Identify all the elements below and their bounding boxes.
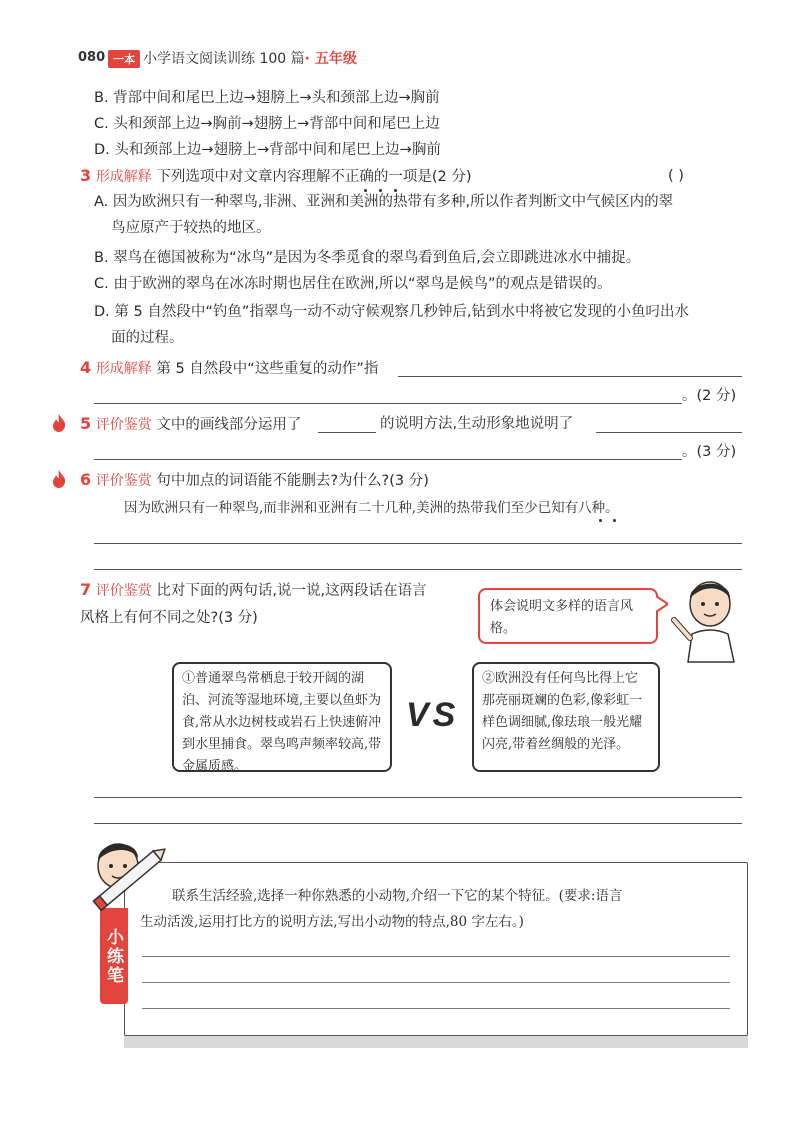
q3-stem: 下列选项中对文章内容理解不正确的一项是(2 分): [156, 169, 472, 185]
q4-tag: 形成解释: [95, 361, 152, 377]
q3-answer-paren[interactable]: ( ): [668, 168, 684, 184]
page-number: 080: [78, 50, 106, 65]
q7-tag: 评价鉴赏: [95, 583, 152, 599]
q6-tag: 评价鉴赏: [95, 473, 152, 489]
q5-answer-line[interactable]: [94, 459, 682, 460]
passage-2-box: ②欧洲没有任何鸟比得上它那亮丽斑斓的色彩,像彩虹一样色调细腻,像珐琅一般光耀闪亮,带着丝绸般的光泽。: [472, 662, 660, 772]
book-title: [143, 48, 357, 68]
q7-header: [80, 580, 427, 601]
q2-option-b: B. 背部中间和尾巴上边→翅膀上→头和颈部上边→胸前: [94, 90, 440, 106]
emphasis-dot: [599, 519, 602, 522]
q6-stem: 句中加点的词语能不能删去?为什么?(3 分): [156, 473, 429, 489]
q5-stem-part1: 文中的画线部分运用了: [156, 417, 302, 433]
q3-option-c: C. 由于欧洲的翠鸟在冰冻时期也居住在欧洲,所以“翠鸟是候鸟”的观点是错误的。: [94, 276, 612, 292]
q6-sentence: 因为欧洲只有一种翠鸟,而非洲和亚洲有二十几种,美洲的热带我们至少已知有八种。: [124, 500, 619, 516]
boy-cartoon-icon: [666, 570, 746, 664]
vs-label: VS: [406, 696, 460, 734]
boy-with-pencil-icon: [84, 830, 174, 914]
q2-option-d: D. 头和颈部上边→翅膀上→背部中间和尾巴上边→胸前: [94, 142, 441, 158]
practice-label: 小练笔: [100, 908, 128, 1004]
q4-header: [80, 358, 378, 379]
q5-blank-method[interactable]: [318, 432, 376, 433]
q6-header: [80, 470, 429, 491]
emphasis-dot: [613, 519, 616, 522]
q6-answer-line[interactable]: [94, 543, 742, 544]
q5-number: 5: [80, 414, 92, 433]
q7-stem-line1: 比对下面的两句话,说一说,这两段话在语言: [156, 583, 427, 599]
practice-answer-line[interactable]: [142, 982, 730, 983]
q7-number: 7: [80, 580, 92, 599]
q3-tag: 形成解释: [95, 169, 152, 185]
flame-icon: [52, 414, 66, 432]
flame-icon: [52, 470, 66, 488]
q3-option-a-line1: A. 因为欧洲只有一种翠鸟,非洲、亚洲和美洲的热带有多种,所以作者判断文中气候区内的翠: [94, 194, 674, 210]
q7-answer-line[interactable]: [94, 797, 742, 798]
q6-answer-line[interactable]: [94, 569, 742, 570]
q5-header: [80, 414, 301, 435]
q4-answer-line[interactable]: [94, 403, 682, 404]
q4-stem: 第 5 自然段中“这些重复的动作”指: [156, 361, 379, 377]
q5-tag: 评价鉴赏: [95, 417, 152, 433]
practice-text-line2: 生动活泼,运用打比方的说明方法,写出小动物的特点,80 字左右。): [140, 914, 524, 930]
q3-option-d-line1: D. 第 5 自然段中“钓鱼”指翠鸟一动不动守候观察几秒钟后,钻到水中将被它发现的小鱼叼出水: [94, 304, 689, 320]
book-title-text: 小学语文阅读训练 100 篇: [143, 51, 305, 67]
grade-label: · 五年级: [304, 51, 357, 67]
q3-option-b: B. 翠鸟在德国被称为“冰鸟”是因为冬季觅食的翠鸟看到鱼后,会立即跳进冰水中捕捉。: [94, 250, 641, 266]
practice-answer-line[interactable]: [142, 1008, 730, 1009]
brand-logo: 一本: [108, 50, 140, 68]
q3-number: 3: [80, 166, 92, 185]
q3-header: [80, 166, 472, 187]
q5-stem-part2: 的说明方法,生动形象地说明了: [380, 416, 574, 432]
passage-1-box: ①普通翠鸟常栖息于较开阔的湖泊、河流等湿地环境,主要以鱼虾为食,常从水边树枝或岩石上快速俯冲到水里捕食。翠鸟鸣声频率较高,带金属质感。: [172, 662, 392, 772]
q3-option-d-line2: 面的过程。: [111, 330, 184, 346]
q5-score: 。(3 分): [682, 444, 737, 460]
q4-number: 4: [80, 358, 92, 377]
q7-stem-line2: 风格上有何不同之处?(3 分): [80, 610, 258, 626]
q7-answer-line[interactable]: [94, 823, 742, 824]
q5-answer-line[interactable]: [596, 432, 742, 433]
q4-score: 。(2 分): [682, 388, 737, 404]
q4-answer-line[interactable]: [398, 376, 742, 377]
practice-answer-line[interactable]: [142, 956, 730, 957]
q2-option-c: C. 头和颈部上边→胸前→翅膀上→背部中间和尾巴上边: [94, 116, 440, 132]
practice-text-line1: 联系生活经验,选择一种你熟悉的小动物,介绍一下它的某个特征。(要求:语言: [172, 888, 623, 904]
q3-option-a-line2: 鸟应原产于较热的地区。: [111, 220, 271, 236]
tip-bubble: 体会说明文多样的语言风格。: [478, 588, 658, 644]
q6-number: 6: [80, 470, 92, 489]
